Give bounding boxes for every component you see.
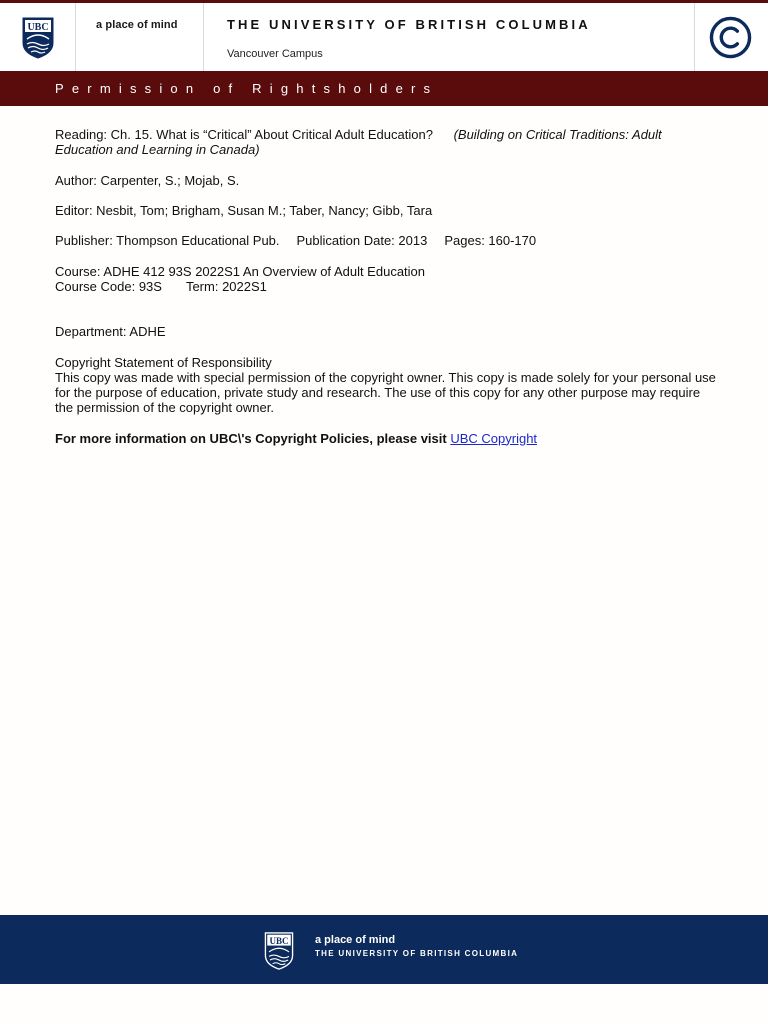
reading-title: Ch. 15. What is “Critical” About Critical Adult Education?	[110, 127, 433, 142]
term: Term: 2022S1	[185, 278, 267, 294]
footer-tagline: a place of mind	[315, 934, 396, 946]
ubc-copyright-link[interactable]: UBC Copyright	[450, 430, 538, 446]
university-name-cell	[203, 3, 695, 71]
book-title: (Building on Critical Traditions: Adult Education and Learning in Canada)	[55, 127, 662, 158]
publication-date: Publication Date: 2013	[296, 233, 428, 249]
publisher: Publisher: Thompson Educational Pub.	[55, 233, 280, 249]
author-line: Author: Carpenter, S.; Mojab, S.	[55, 172, 240, 188]
ubc-crest-icon	[22, 17, 54, 59]
campus-name: Vancouver Campus	[227, 48, 323, 60]
course-code: Course Code: 93S	[55, 278, 162, 294]
footer-university-name: THE UNIVERSITY OF BRITISH COLUMBIA	[315, 949, 519, 958]
publisher-line	[55, 233, 720, 248]
course-line: Course: ADHE 412 93S 2022S1 An Overview of Adult Education	[55, 263, 426, 279]
more-info-text: For more information on UBC\'s Copyright Policies, please visit	[55, 430, 447, 446]
university-name: THE UNIVERSITY OF BRITISH COLUMBIA	[227, 17, 591, 32]
title-band	[0, 71, 768, 106]
reading-label: Reading:	[55, 127, 108, 142]
logo-cell	[0, 3, 76, 71]
reading-line	[55, 127, 720, 157]
page-title: Permission of Rightsholders	[55, 81, 439, 96]
editor-line: Editor: Nesbit, Tom; Brigham, Susan M.; Taber, Nancy; Gibb, Tara	[55, 202, 433, 218]
permission-details	[55, 127, 720, 446]
statement-title: Copyright Statement of Responsibility	[55, 354, 272, 370]
course-code-line	[55, 279, 720, 294]
tagline-cell	[75, 3, 204, 71]
copyright-icon	[709, 16, 752, 59]
page-header	[0, 0, 768, 71]
department-line: Department: ADHE	[55, 324, 166, 340]
pages: Pages: 160-170	[444, 233, 537, 249]
more-info-line	[55, 431, 720, 446]
statement-body: This copy was made with special permission of the copyright owner. This copy is made solely for your personal use for the purpose of education, private study and research. The use of this copy for any other purpose may require the permission of the copyright owner.	[55, 369, 716, 416]
svg-text:UBC: UBC	[27, 22, 49, 33]
svg-text:UBC: UBC	[269, 935, 289, 946]
tagline: a place of mind	[96, 19, 178, 31]
page-footer	[0, 915, 768, 984]
ubc-crest-icon	[264, 932, 294, 970]
copyright-cell	[694, 3, 768, 71]
